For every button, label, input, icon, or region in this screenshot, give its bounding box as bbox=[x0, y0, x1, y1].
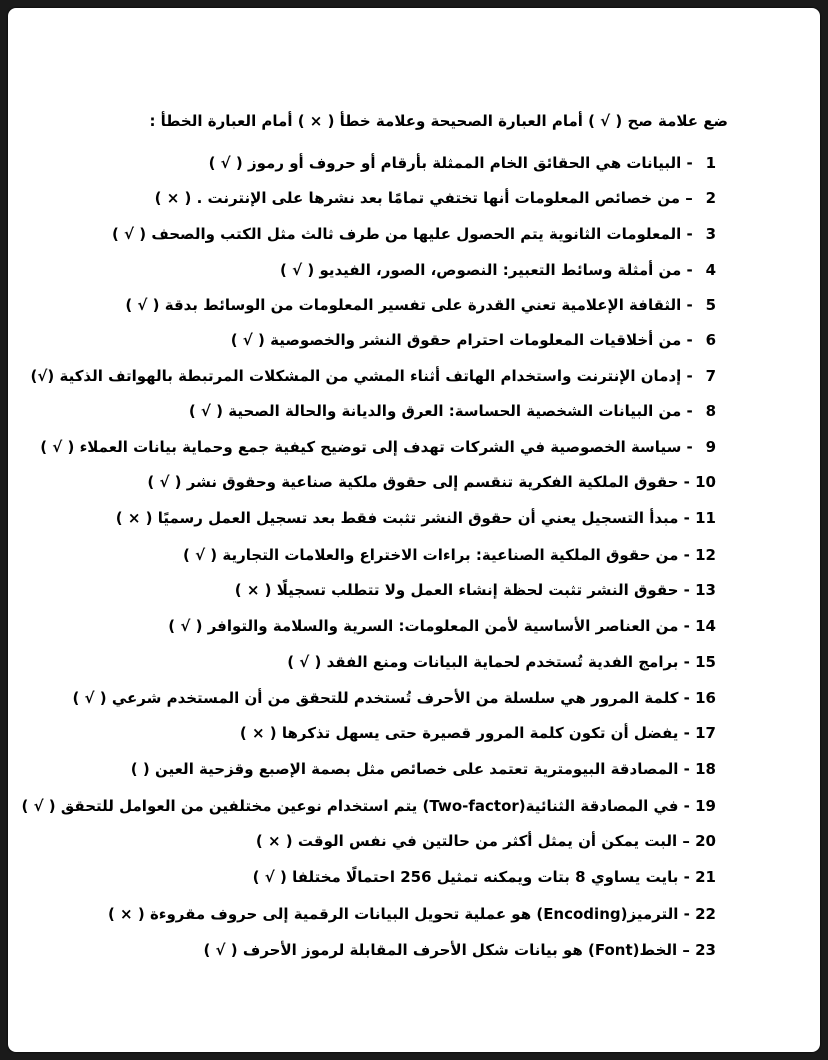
answer-mark: ( √ ) bbox=[147, 473, 182, 491]
question-item bbox=[287, 652, 716, 672]
answer-mark: ( √ ) bbox=[188, 402, 223, 420]
question-text: – الخط(Font) هو بيانات شكل الأحرف المقابلة لرموز الأحرف bbox=[242, 941, 690, 959]
answer-mark: ( √ ) bbox=[111, 225, 147, 243]
question-number: 23 bbox=[695, 941, 716, 959]
question-text: - حقوق الملكية الفكرية تنقسم إلى حقوق ملكية صناعية وحقوق نشر bbox=[186, 473, 690, 491]
question-item bbox=[183, 545, 716, 565]
question-item bbox=[125, 295, 716, 315]
answer-mark: ( √ ) bbox=[203, 941, 238, 959]
question-number: 5 bbox=[705, 296, 716, 314]
answer-mark: ( × ) bbox=[239, 724, 277, 742]
question-item bbox=[189, 401, 716, 421]
answer-mark: ( √ ) bbox=[125, 296, 160, 314]
question-item bbox=[147, 472, 716, 492]
question-text: - مبدأ التسجيل يعني أن حقوق النشر تثبت فقط بعد تسجيل العمل رسميًا bbox=[157, 509, 690, 527]
question-text: - من أخلاقيات المعلومات احترام حقوق النشر والخصوصية bbox=[270, 331, 693, 349]
question-number: 3 bbox=[705, 225, 716, 243]
question-number: 19 bbox=[695, 797, 716, 815]
answer-mark: ( √ ) bbox=[40, 438, 75, 456]
question-number: 15 bbox=[695, 653, 716, 671]
question-text: – من خصائص المعلومات أنها تختفي تمامًا بعد نشرها على الإنترنت . bbox=[196, 189, 693, 207]
question-number: 18 bbox=[695, 760, 716, 778]
question-number: 20 bbox=[695, 832, 716, 850]
question-text: - يفضل أن تكون كلمة المرور قصيرة حتى يسهل تذكرها bbox=[281, 724, 690, 742]
instructions-heading: ضع علامة صح ( √ ) أمام العبارة الصحيحة وعلامة خطأ ( × ) أمام العبارة الخطأ : bbox=[149, 112, 728, 130]
question-item bbox=[203, 940, 716, 960]
answer-mark: (√) bbox=[30, 367, 55, 385]
answer-mark: ( × ) bbox=[255, 832, 293, 850]
question-number: 21 bbox=[695, 868, 716, 886]
question-text: - الترميز(Encoding) هو عملية تحويل البيانات الرقمية إلى حروف مقروءة bbox=[149, 905, 690, 923]
question-text: - المصادقة البيومترية تعتمد على خصائص مثل بصمة الإصبع وقزحية العين bbox=[154, 760, 690, 778]
question-item bbox=[108, 904, 716, 924]
question-number: 8 bbox=[705, 402, 716, 420]
answer-mark: ( × ) bbox=[115, 509, 153, 527]
question-item bbox=[22, 796, 717, 816]
question-number: 6 bbox=[705, 331, 716, 349]
answer-mark: ( √ ) bbox=[287, 653, 322, 671]
question-text: - المعلومات الثانوية يتم الحصول عليها من طرف ثالث مثل الكتب والصحف bbox=[151, 225, 693, 243]
question-number: 10 bbox=[695, 473, 716, 491]
question-number: 9 bbox=[705, 438, 716, 456]
question-text: - من البيانات الشخصية الحساسة: العرق والديانة والحالة الصحية bbox=[228, 402, 693, 420]
question-text: - برامج الفدية تُستخدم لحماية البيانات ومنع الفقد bbox=[326, 653, 690, 671]
question-number: 11 bbox=[695, 509, 716, 527]
question-text: - حقوق النشر تثبت لحظة إنشاء العمل ولا تتطلب تسجيلًا bbox=[276, 581, 690, 599]
answer-mark: ( ) bbox=[130, 760, 150, 778]
question-item bbox=[280, 260, 716, 280]
question-item bbox=[209, 153, 716, 173]
question-text: - البيانات هي الحقائق الخام الممثلة بأرقام أو حروف أو رموز bbox=[248, 154, 693, 172]
question-item bbox=[131, 759, 716, 779]
answer-mark: ( × ) bbox=[154, 189, 192, 207]
question-item bbox=[235, 580, 716, 600]
question-item bbox=[116, 508, 716, 528]
question-item bbox=[155, 188, 716, 208]
answer-mark: ( √ ) bbox=[252, 868, 287, 886]
answer-mark: ( √ ) bbox=[183, 546, 218, 564]
question-number: 14 bbox=[695, 617, 716, 635]
question-number: 12 bbox=[695, 546, 716, 564]
question-number: 16 bbox=[695, 689, 716, 707]
answer-mark: ( √ ) bbox=[280, 261, 315, 279]
question-item bbox=[253, 867, 716, 887]
question-item bbox=[240, 723, 716, 743]
question-item bbox=[40, 437, 716, 457]
question-item bbox=[231, 330, 716, 350]
question-text: - من حقوق الملكية الصناعية: براءات الاختراع والعلامات التجارية bbox=[222, 546, 690, 564]
question-text: – البت يمكن أن يمثل أكثر من حالتين في نفس الوقت bbox=[297, 832, 690, 850]
question-item bbox=[31, 366, 716, 386]
answer-mark: ( √ ) bbox=[230, 331, 265, 349]
question-text: - بايت يساوي 8 بتات ويمكنه تمثيل 256 احتمالًا مختلفا bbox=[292, 868, 690, 886]
answer-mark: ( √ ) bbox=[21, 797, 56, 815]
question-item bbox=[112, 224, 716, 244]
answer-mark: ( × ) bbox=[107, 905, 145, 923]
question-text: - إدمان الإنترنت واستخدام الهاتف أثناء المشي من المشكلات المرتبطة بالهواتف الذكية bbox=[59, 367, 693, 385]
question-text: - في المصادقة الثنائية(Two-factor) يتم استخدام نوعين مختلفين من العوامل للتحقق bbox=[60, 797, 690, 815]
answer-mark: ( √ ) bbox=[72, 689, 107, 707]
question-text: - من العناصر الأساسية لأمن المعلومات: السرية والسلامة والتوافر bbox=[207, 617, 690, 635]
answer-mark: ( × ) bbox=[234, 581, 272, 599]
question-number: 7 bbox=[705, 367, 716, 385]
question-number: 2 bbox=[705, 189, 716, 207]
question-text: - من أمثلة وسائط التعبير: النصوص، الصور، الفيديو bbox=[319, 261, 693, 279]
answer-mark: ( √ ) bbox=[208, 154, 243, 172]
question-text: - الثقافة الإعلامية تعني القدرة على تفسير المعلومات من الوسائط بدقة bbox=[164, 296, 693, 314]
question-number: 1 bbox=[705, 154, 716, 172]
question-text: - كلمة المرور هي سلسلة من الأحرف تُستخدم للتحقق من أن المستخدم شرعي bbox=[111, 689, 690, 707]
answer-mark: ( √ ) bbox=[168, 617, 203, 635]
worksheet-page bbox=[8, 8, 820, 1052]
question-item bbox=[256, 831, 716, 851]
question-item bbox=[168, 616, 716, 636]
question-text: - سياسة الخصوصية في الشركات تهدف إلى توضيح كيفية جمع وحماية بيانات العملاء bbox=[79, 438, 693, 456]
question-number: 17 bbox=[695, 724, 716, 742]
question-number: 13 bbox=[695, 581, 716, 599]
question-number: 22 bbox=[695, 905, 716, 923]
question-number: 4 bbox=[705, 261, 716, 279]
question-item bbox=[72, 688, 716, 708]
